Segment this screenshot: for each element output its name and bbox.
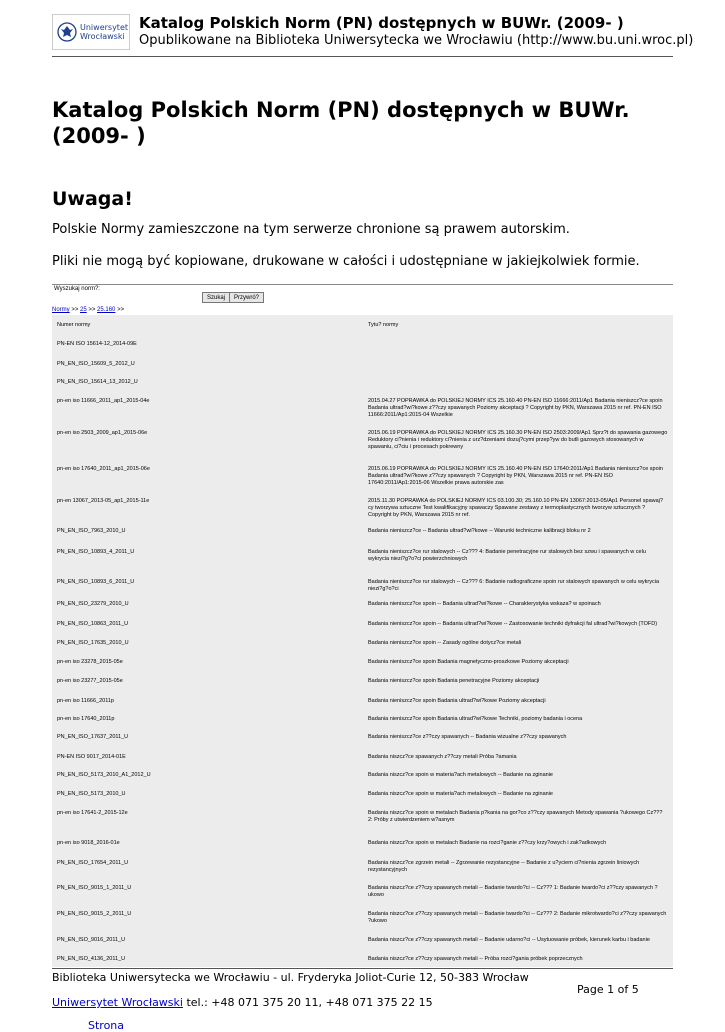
norm-number-cell: PN_EN_ISO_4136_2011_U bbox=[57, 956, 126, 962]
norm-number-cell: PN-EN ISO 9017_2014-01E bbox=[57, 754, 126, 760]
notice-paragraph-2: Pliki nie mogą być kopiowane, drukowane w całości i udostępniane w jakiejkolwiek formie. bbox=[52, 254, 640, 269]
norm-number-cell: pn-en iso 9018_2016-01e bbox=[57, 840, 120, 846]
norm-title-cell: Badania nieniszcz?ce spoin Badania ultrad?wi?kowe Poziomy akceptacji bbox=[368, 698, 546, 704]
norm-number-cell: PN_EN_ISO_17654_2011_U bbox=[57, 860, 129, 866]
breadcrumb-link-25-160[interactable]: 25.160 bbox=[97, 307, 116, 313]
norm-title-cell: Badania niszcz?ce spawanych z??czy metali Próba ?amania bbox=[368, 754, 517, 760]
norm-title-cell: Badania nieniszcz?ce spoin Badania ultrad?wi?kowe Techniki, poziomy badania i ocena bbox=[368, 716, 583, 722]
notice-heading: Uwaga! bbox=[52, 188, 133, 210]
norm-number-cell: pn-en iso 11666_2011p bbox=[57, 698, 114, 704]
norm-title-cell: Badania niszcz?ce spoin w materia?ach metalowych -- Badanie na zginanie bbox=[368, 791, 553, 797]
university-logo bbox=[52, 14, 130, 50]
norm-number-cell: pn-en iso 11666_2011_ap1_2015-04e bbox=[57, 398, 150, 404]
norm-number-cell: pn-en 13067_2013-05_ap1_2015-11e bbox=[57, 498, 150, 504]
restore-button[interactable]: Przywró? bbox=[229, 292, 264, 303]
breadcrumb-link-normy[interactable]: Normy bbox=[52, 307, 70, 313]
search-label: Wyszukaj norm?: bbox=[54, 286, 100, 292]
norms-table bbox=[52, 315, 673, 967]
breadcrumb bbox=[52, 307, 124, 313]
norm-number-cell: PN_EN_ISO_10893_4_2011_U bbox=[57, 549, 135, 555]
norm-title-cell: Badania nieniszcz?ce z??czy spawanych -- Badania wizualne z??czy spawanych bbox=[368, 734, 567, 740]
norm-number-cell: pn-en iso 23277_2015-05e bbox=[57, 678, 123, 684]
header-subtitle: Opublikowane na Biblioteka Uniwersytecka we Wrocławiu (http://www.bu.uni.wroc.pl) bbox=[139, 33, 694, 48]
norm-title-cell: Badania niszcz?ce z??czy spawanych metali -- Badanie udarno?ci -- Usytuowanie próbek, kierunek karbu i badanie bbox=[368, 937, 650, 943]
norm-title-cell: 2015.06.19 POPRAWKA do POLSKIEJ NORMY ICS 25.160.40 PN-EN ISO 17640:2011/Ap1 Badania nieniszcz?ce spoin Badania ultrad?wi?kowe z??czy spawanych ? Copyright by PKN, Warszawa 2015 nr ref. PN-EN ISO 17640:2011/Ap1:2015-06 Wszelkie prawa autorskie zas bbox=[368, 466, 663, 486]
norm-title-cell: Badania nieniszcz?ce spoin Badania magnetyczno-proszkowe Poziomy akceptacji bbox=[368, 659, 569, 665]
breadcrumb-separator: >> bbox=[86, 307, 98, 313]
norm-title-cell: Badania nieniszcz?ce spoin Badania penetracyjne Poziomy akceptacji bbox=[368, 678, 540, 684]
breadcrumb-link-25[interactable]: 25 bbox=[80, 307, 87, 313]
norm-title-cell: Badania nieniszcz?ce rur stalowych -- Cz??? 4: Badanie penetracyjne rur stalowych bez szwu i spawanych w celu wykrycia niezi?g?o?ci powierzchniowych bbox=[368, 549, 646, 562]
norm-number-cell: pn-en iso 17640_2011_ap1_2015-06e bbox=[57, 466, 150, 472]
footer-contact bbox=[52, 996, 433, 1009]
norm-number-cell: PN_EN_ISO_9015_1_2011_U bbox=[57, 885, 132, 891]
breadcrumb-separator: >> bbox=[115, 307, 125, 313]
column-header-title: Tytu? normy bbox=[368, 322, 399, 328]
university-link[interactable]: Uniwersytet Wrocławski bbox=[52, 996, 183, 1009]
search-button[interactable]: Szukaj bbox=[202, 292, 230, 303]
norm-title-cell: Badania nieniszcz?ce spoin -- Badania ultrad?wi?kowe -- Charakterystyka wskaza? w spoinach bbox=[368, 601, 601, 607]
norm-title-cell: 2015.04.27 POPRAWKA do POLSKIEJ NORMY ICS 25.160.40 PN-EN ISO 11666:2011/Ap1 Badania nieniszcz?ce spoin Badania ultrad?wi?kowe z??czy spawanych Poziomy akceptacji ? Copyright by PKN, Warszawa 2015 nr ref. PN-EN ISO 11666:2011/Ap1:2015-04 Wszelkie bbox=[368, 398, 663, 418]
eagle-crest-icon bbox=[57, 20, 77, 44]
breadcrumb-separator: >> bbox=[69, 307, 81, 313]
norm-number-cell: PN_EN_ISO_17635_2010_U bbox=[57, 640, 129, 646]
norm-number-cell: PN_EN_ISO_7963_2010_U bbox=[57, 528, 126, 534]
page-number: Page 1 of 5 bbox=[577, 983, 639, 996]
norm-number-cell: pn-en iso 17641-2_2015-12e bbox=[57, 810, 128, 816]
norm-title-cell: Badania nieniszcz?ce -- Badania ultrad?wi?kowe -- Warunki techniczne kalibracji bloku nr 2 bbox=[368, 528, 591, 534]
norm-title-cell: Badania nieniszcz?ce rur stalowych -- Cz??? 6: Badanie radiograficzne spoin rur stalowych spawanych w celu wykrycia niezi?g?o?ci bbox=[368, 579, 660, 592]
norm-title-cell: 2015.11.30 POPRAWKA do POLSKIEJ NORMY ICS 03.100.30; 25.160.10 PN-EN 13067:2013-05/Ap1 Personel spawaj?cy tworzywa sztuczne Test kwalifikacyjny spawaczy Spawane zestawy z termoplastycznych tworzyw sztucznych ? Copyright by PKN, Warszawa 2015 nr ref. bbox=[368, 498, 663, 518]
norm-title-cell: Badania nieniszcz?ce spoin -- Zasady ogólne dotycz?ce metali bbox=[368, 640, 522, 646]
norm-number-cell: PN_EN_ISO_9015_2_2011_U bbox=[57, 911, 132, 917]
header-title: Katalog Polskich Norm (PN) dostępnych w BUWr. (2009- ) bbox=[139, 14, 624, 32]
norm-number-cell: PN_EN_ISO_15614_13_2012_U bbox=[57, 379, 138, 385]
norm-title-cell: Badania niszcz?ce spoin w metalach Badania p?kania na gor?co z??czy spawanych Metody spawania ?ukowego Cz??? 2: Próby z utwierdzeniem w?asnym bbox=[368, 810, 663, 823]
logo-line-2: Wrocławski bbox=[80, 32, 125, 41]
page-title: Katalog Polskich Norm (PN) dostępnych w BUWr. (2009- ) bbox=[52, 98, 630, 148]
footer-divider bbox=[52, 968, 673, 969]
norm-number-cell: PN_EN_ISO_15609_5_2012_U bbox=[57, 361, 135, 367]
column-header-number: Numer normy bbox=[57, 322, 91, 328]
norm-number-cell: PN_EN_ISO_17637_2011_U bbox=[57, 734, 129, 740]
footer-cut-link[interactable]: Strona bbox=[88, 1019, 125, 1032]
norm-number-cell: pn-en iso 23278_2015-05e bbox=[57, 659, 123, 665]
norm-number-cell: pn-en iso 17640_2011p bbox=[57, 716, 115, 722]
logo-line-1: Uniwersytet bbox=[80, 23, 128, 32]
norm-number-cell: PN-EN ISO 15614-12_2014-09E bbox=[57, 341, 137, 347]
norm-number-cell: PN_EN_ISO_5173_2010_U bbox=[57, 791, 126, 797]
divider bbox=[52, 284, 673, 285]
norm-title-cell: Badania niszcz?ce z??czy spawanych metali -- Badanie twardo?ci -- Cz??? 1: Badanie twardo?ci z??czy spawanych ?ukowo bbox=[368, 885, 658, 898]
norm-number-cell: PN_EN_ISO_10893_6_2011_U bbox=[57, 579, 135, 585]
page-header bbox=[52, 14, 694, 57]
norm-title-cell: 2015.06.19 POPRAWKA do POLSKIEJ NORMY ICS 25.160.30 PN-EN ISO 2503:2009/Ap1 Sprz?t do spawania gazowego Reduktory ci?nienia i reduktory ci?nienia z urz?dzeniami dozuj?cymi przep?yw do butli gazowych stosowanych w spawaniu, ci?ciu i procesach pokrewny bbox=[368, 430, 668, 450]
norm-number-cell: pn-en iso 2503_2009_ap1_2015-06e bbox=[57, 430, 148, 436]
norm-title-cell: Badania niszcz?ce z??czy spawanych metali -- Badanie twardo?ci -- Cz??? 2: Badanie mikrotwardo?ci z??czy spawanych ?ukowo bbox=[368, 911, 667, 924]
norm-number-cell: PN_EN_ISO_23279_2010_U bbox=[57, 601, 129, 607]
norm-number-cell: PN_EN_ISO_5173_2010_A1_2012_U bbox=[57, 772, 151, 778]
norm-title-cell: Badania niszcz?ce spoin w materia?ach metalowych -- Badanie na zginanie bbox=[368, 772, 553, 778]
footer-phone: tel.: +48 071 375 20 11, +48 071 375 22 15 bbox=[182, 996, 433, 1009]
norm-number-cell: PN_EN_ISO_9016_2011_U bbox=[57, 937, 126, 943]
norm-number-cell: PN_EN_ISO_10863_2011_U bbox=[57, 621, 129, 627]
footer-address: Biblioteka Uniwersytecka we Wrocławiu - ul. Fryderyka Joliot-Curie 12, 50-383 Wrocław bbox=[52, 971, 529, 984]
norm-title-cell: Badania niszcz?ce z??czy spawanych metali -- Próba rozci?gania próbek poprzecznych bbox=[368, 956, 583, 962]
notice-paragraph-1: Polskie Normy zamieszczone na tym serwerze chronione są prawem autorskim. bbox=[52, 222, 570, 237]
norm-title-cell: Badania niszcz?ce zgrzein metali -- Zgrzewanie rezystancyjne -- Badanie z u?yciem ci?nienia zgrzein liniowych rezystancyjnych bbox=[368, 860, 640, 873]
norm-title-cell: Badania niszcz?ce spoin w metalach Badanie na rozci?ganie z??czy krzy?owych i zak?adkowych bbox=[368, 840, 607, 846]
norm-title-cell: Badania nieniszcz?ce spoin -- Badania ultrad?wi?kowe -- Zastosowanie techniki dyfrakcji fal ultrad?wi?kowych (TOFD) bbox=[368, 621, 658, 627]
